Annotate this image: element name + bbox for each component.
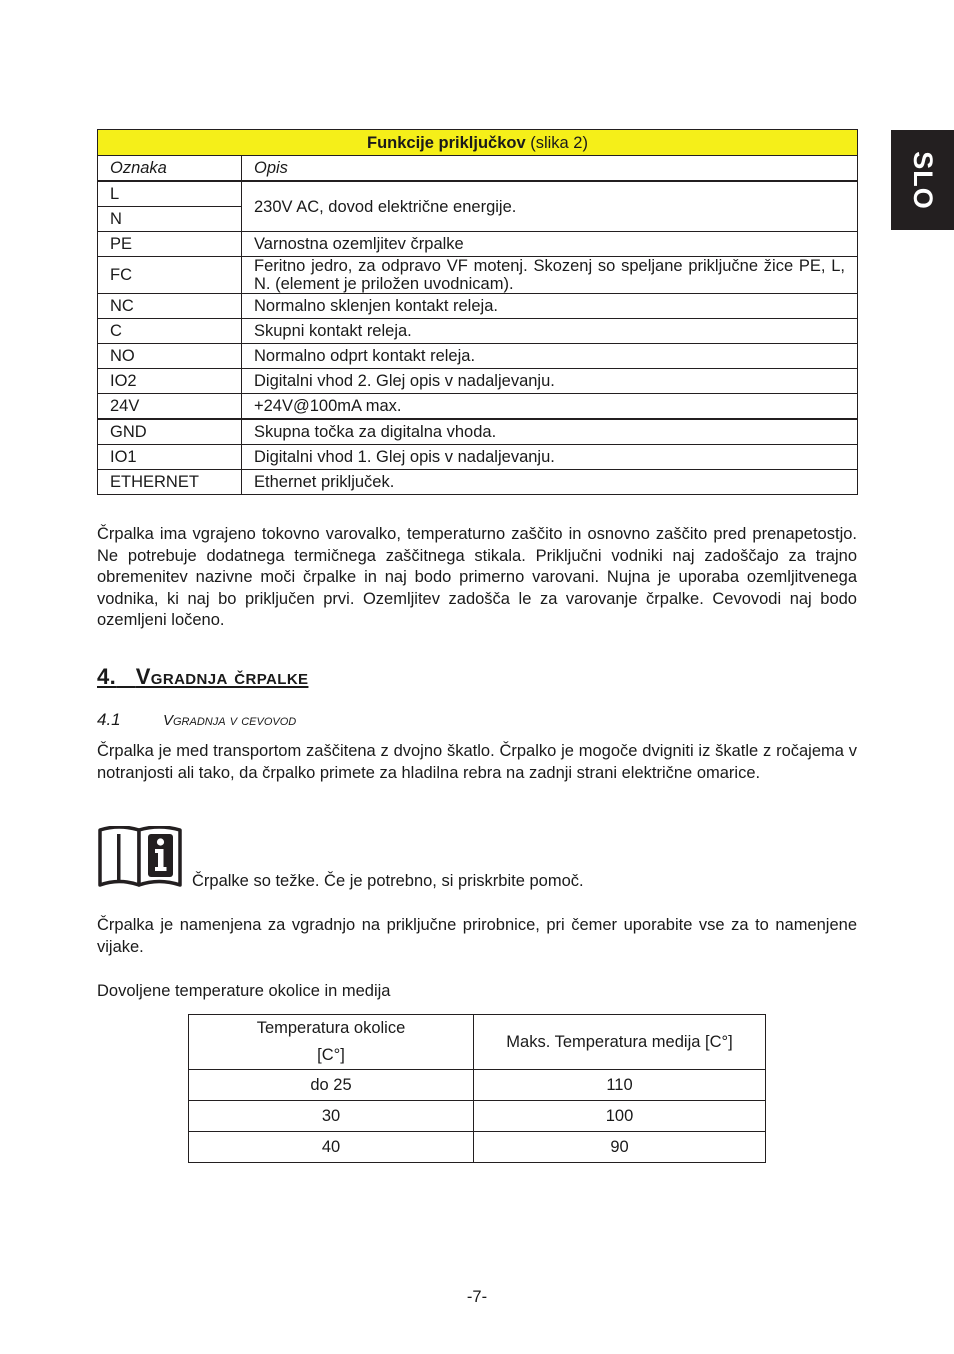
row-desc: 230V AC, dovod električne energije. — [242, 181, 858, 232]
table-title — [98, 130, 858, 156]
header-ambient-line1: Temperatura okolice — [256, 1019, 406, 1037]
table-row — [98, 394, 858, 420]
table-row — [189, 1070, 766, 1101]
row-key: NO — [98, 344, 242, 369]
row-desc: Feritno jedro, za odpravo VF motenj. Skozenj so speljane priključne žice PE, L, N. (element je priložen uvodnicam). — [242, 257, 858, 294]
table-title-bold: Funkcije priključkov — [367, 133, 526, 152]
table-row — [98, 294, 858, 319]
table-row — [98, 319, 858, 344]
subsection-heading — [97, 710, 296, 730]
row-key: PE — [98, 232, 242, 257]
protection-paragraph: Črpalka ima vgrajeno tokovno varovalko, temperaturno zaščito in osnovno zaščito pred prenapetostjo. Ne potrebuje dodatnega termičnega zaščitnega stikala. Priključni vodniki naj zadoščajo za trajno obremenitev nazivne moči črpalke in naj bodo primerno varovani. Nujna je uporaba ozemljitvenega vodnika, ki naj bo priključen prvi. Ozemljitev zadošča le za varovanje črpalke. Cevovodi naj bodo ozemljeni ločeno. — [97, 525, 857, 630]
temperature-table — [188, 1014, 766, 1163]
table-row — [98, 470, 858, 495]
row-desc: Ethernet priključek. — [242, 470, 858, 495]
column-header-desc: Opis — [242, 156, 858, 182]
row-key: N — [98, 207, 242, 232]
flanges-paragraph: Črpalka je namenjena za vgradnjo na priključne prirobnice, pri čemer uporabite vse za to namenjene vijake. — [97, 916, 857, 956]
row-key: 24V — [98, 394, 242, 420]
row-key: FC — [98, 257, 242, 294]
section-number: 4. — [97, 664, 117, 689]
row-desc: Digitalni vhod 2. Glej opis v nadaljevanju. — [242, 369, 858, 394]
info-book-icon — [97, 826, 183, 893]
table-row — [98, 232, 858, 257]
header-medium: Maks. Temperatura medija [C°] — [474, 1015, 766, 1070]
section-title: Vgradnja črpalke — [135, 664, 309, 689]
row-key: L — [98, 181, 242, 207]
row-key: C — [98, 319, 242, 344]
row-desc: Varnostna ozemljitev črpalke — [242, 232, 858, 257]
table-row — [189, 1132, 766, 1163]
table-row — [98, 369, 858, 394]
row-key: IO1 — [98, 445, 242, 470]
table-row — [189, 1101, 766, 1132]
ambient-value: 40 — [189, 1132, 474, 1163]
ambient-value: do 25 — [189, 1070, 474, 1101]
row-desc: +24V@100mA max. — [242, 394, 858, 420]
subsection-title: Vgradnja v cevovod — [163, 712, 297, 729]
ambient-value: 30 — [189, 1101, 474, 1132]
row-key: ETHERNET — [98, 470, 242, 495]
column-header-key: Oznaka — [98, 156, 242, 182]
table-title-row — [98, 130, 858, 156]
table-title-rest: (slika 2) — [525, 133, 588, 152]
table-header-row — [98, 156, 858, 182]
row-key: IO2 — [98, 369, 242, 394]
temperatures-intro: Dovoljene temperature okolice in medija — [97, 982, 391, 1000]
row-desc: Digitalni vhod 1. Glej opis v nadaljevanju. — [242, 445, 858, 470]
row-desc: Normalno odprt kontakt releja. — [242, 344, 858, 369]
page-number: -7- — [466, 1288, 488, 1306]
medium-value: 110 — [474, 1070, 766, 1101]
table-row — [98, 181, 858, 207]
row-key: NC — [98, 294, 242, 319]
medium-value: 90 — [474, 1132, 766, 1163]
medium-value: 100 — [474, 1101, 766, 1132]
note-text: Črpalke so težke. Če je potrebno, si priskrbite pomoč. — [192, 872, 584, 890]
row-desc: Normalno sklenjen kontakt releja. — [242, 294, 858, 319]
language-tab-label: SLO — [907, 150, 938, 210]
header-ambient-line2: [C°] — [317, 1046, 345, 1064]
temperature-header-row — [189, 1015, 766, 1070]
table-row — [98, 257, 858, 294]
table-row — [98, 419, 858, 445]
header-ambient — [189, 1015, 474, 1070]
connection-functions-table — [97, 129, 858, 495]
subsection-number: 4.1 — [97, 710, 121, 729]
language-tab — [891, 130, 954, 230]
table-row — [98, 344, 858, 369]
row-key: GND — [98, 419, 242, 445]
table-row — [98, 445, 858, 470]
row-desc: Skupni kontakt releja. — [242, 319, 858, 344]
section-heading — [97, 664, 308, 690]
row-desc: Skupna točka za digitalna vhoda. — [242, 419, 858, 445]
transport-paragraph: Črpalka je med transportom zaščitena z dvojno škatlo. Črpalko je mogoče dvigniti iz škatle z ročajema v notranjosti ali tako, da črpalko primete za hladilna rebra na zadnji strani električne omarice. — [97, 742, 857, 782]
